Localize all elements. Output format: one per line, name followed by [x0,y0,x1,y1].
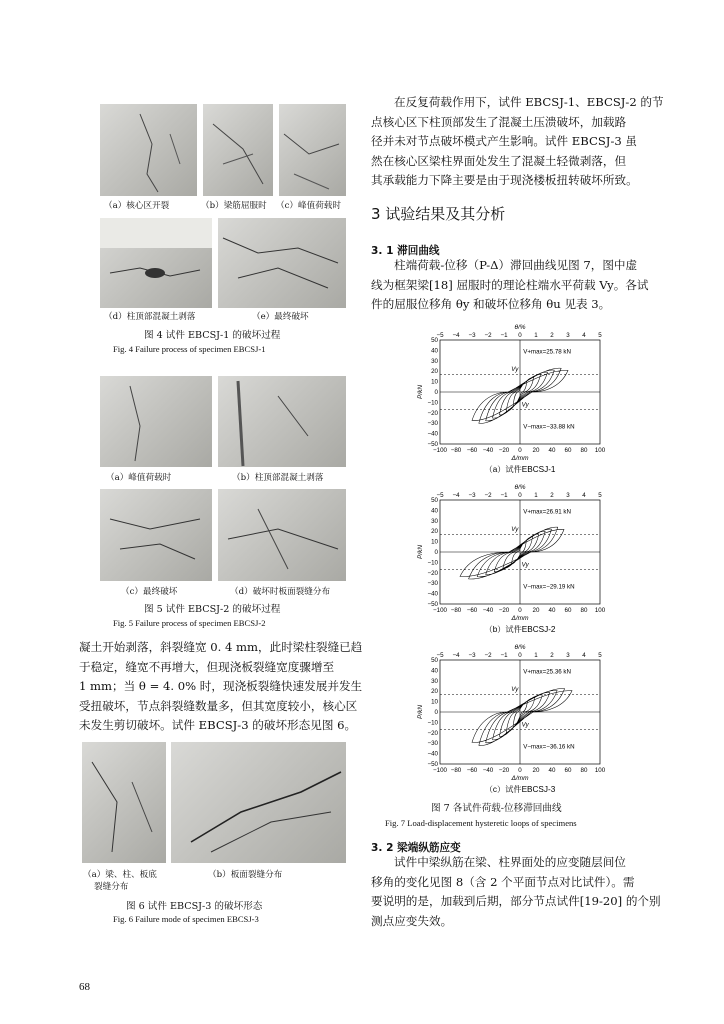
fig5-sub-a: （a）峰值荷载时 [106,473,172,483]
y-tick-label: 30 [431,677,438,685]
chart-svg [416,638,612,796]
x2-tick-label: −2 [484,652,492,659]
x-tick-label: 40 [548,447,556,454]
y-tick-label: 50 [431,497,438,504]
y-axis-label: P/kN [417,704,424,720]
x-tick-label: −100 [433,447,447,454]
y-tick-label: 10 [431,538,438,546]
x2-tick-label: −4 [452,492,460,499]
x-tick-label: −80 [450,447,462,454]
text-line: 试件中梁纵筋在梁、柱界面处的应变随层间位 [394,855,626,869]
vy-label-pos: Vy [511,526,519,534]
x-tick-label: −60 [466,447,478,454]
section-heading: 3 试验结果及其分析 [371,205,506,223]
text-line: 线为框架梁[18] 屈服时的理论柱端水平荷载 Vy。各试 [371,277,649,292]
y-tick-label: 0 [434,549,438,556]
y-tick-label: 40 [431,507,438,515]
fig4-sub-c: （c）峰值荷载时 [276,201,341,211]
x2-tick-label: 4 [582,332,586,339]
x2-tick-label: 1 [534,652,538,659]
text-line: 然在核心区梁柱界面处发生了混凝土轻微剥落，但 [371,153,627,168]
y-tick-label: −10 [427,719,438,727]
text-line: 于稳定，缝宽不再增大，但现浇板裂缝宽度骤增至 [79,659,335,674]
y-tick-label: −20 [427,569,438,577]
y-tick-label: 50 [431,657,438,664]
y-tick-label: −30 [427,740,438,748]
vy-label-neg: Vy [521,401,529,409]
y-tick-label: −10 [427,559,438,567]
fig5-photo-a [100,376,212,467]
text-line: 点核心区下柱顶部发生了混凝土压溃破坏，加载路 [371,114,627,129]
x2-tick-label: 0 [518,332,522,339]
crack-pattern-icon [279,104,346,196]
x-tick-label: 60 [564,767,572,774]
x2-tick-label: −5 [436,652,444,659]
x-tick-label: −100 [433,607,447,614]
x-tick-label: 60 [564,447,572,454]
y-tick-label: 30 [431,357,438,365]
x2-tick-label: 1 [534,492,538,499]
y-axis-label: P/kN [417,544,424,560]
fig5-photo-d [218,489,346,581]
x2-tick-label: −3 [468,332,476,339]
y-tick-label: 10 [431,698,438,706]
fig5-photo-b [218,376,346,467]
x2-tick-label: −4 [452,332,460,339]
neg-peak-annotation: V−max=−36.16 kN [523,743,575,751]
fig4-photo-d [100,218,212,308]
x-tick-label: −40 [482,767,494,774]
x-tick-label: 80 [580,767,588,774]
fig6-caption-en: Fig. 6 Failure mode of specimen EBCSJ-3 [113,914,259,924]
y-tick-label: 0 [434,389,438,396]
x2-tick-label: 3 [566,652,570,659]
x-tick-label: −20 [498,447,510,454]
x-tick-label: −20 [498,767,510,774]
y-tick-label: −50 [427,761,438,768]
y-tick-label: −30 [427,580,438,588]
text-line: 要说明的是，加载到后期，部分节点试件[19-20] 的个别 [371,894,661,909]
fig4-photo-e [218,218,346,308]
fig6-sub-a-2: 裂缝分布 [94,882,129,892]
x-tick-label: −20 [498,607,510,614]
x-tick-label: 100 [594,447,606,454]
fig4-sub-d: （d）柱顶部混凝土剥落 [104,312,196,322]
subsection-heading-3-1: 3. 1 滞回曲线 [371,245,440,257]
x2-tick-label: 5 [598,492,602,499]
fig6-sub-b: （b）板面裂缝分布 [208,870,283,880]
text-line: 径并未对节点破坏模式产生影响。试件 EBCSJ-3 虽 [371,134,638,149]
y-tick-label: −30 [427,420,438,428]
x-tick-label: 80 [580,447,588,454]
text-line: 未发生剪切破坏。试件 EBCSJ-3 的破坏形态见图 6。 [79,718,357,733]
fig4-sub-e: （e）最终破坏 [252,312,309,322]
x2-tick-label: 2 [550,492,554,499]
x2-tick-label: 3 [566,332,570,339]
x2-tick-label: 5 [598,332,602,339]
text-line: 移角的变化见图 8（含 2 个平面节点对比试件）。需 [371,874,635,889]
right-paragraph-1 [371,93,664,191]
crack-pattern-icon [218,376,346,467]
x-axis-label: Δ/mm [511,615,529,622]
y-tick-label: −20 [427,729,438,737]
page-number: 68 [79,981,90,993]
x-tick-label: 20 [532,767,540,774]
x-tick-label: 100 [594,607,606,614]
text-line: 测点应变失效。 [371,913,453,928]
x2-tick-label: 0 [518,652,522,659]
left-paragraph [79,638,363,736]
y-tick-label: 20 [431,368,438,376]
text-line: 柱端荷载-位移（P-Δ）滞回曲线见图 7，图中虚 [394,258,638,272]
y-tick-label: −40 [427,430,438,438]
x-tick-label: 20 [532,607,540,614]
x-tick-label: −80 [450,607,462,614]
vy-label-pos: Vy [511,366,519,374]
fig5-caption-cn: 图 5 试件 EBCSJ-2 的破坏过程 [144,604,281,615]
x-tick-label: −80 [450,767,462,774]
text-line: 件的屈服位移角 θy 和破坏位移角 θu 见表 3。 [371,297,611,312]
crack-pattern-icon [82,742,166,863]
fig5-caption-en: Fig. 5 Failure process of specimen EBCSJ-2 [113,618,266,628]
y-tick-label: 20 [431,688,438,696]
x2-tick-label: −1 [500,652,508,659]
hysteresis-curve [472,689,572,746]
chart-caption: （b）试件EBCSJ-2 [484,625,556,634]
x2-tick-label: 4 [582,652,586,659]
text-line: 受扭破坏，节点斜裂缝数量多，但其宽度较小，核心区 [79,698,358,713]
x-axis-label: Δ/mm [511,775,529,782]
text-line: 1 mm；当 θ = 4. 0% 时，现浇板裂缝快速发展并发生 [79,679,363,694]
vy-label-neg: Vy [521,721,529,729]
x-tick-label: 60 [564,607,572,614]
x-tick-label: 100 [594,767,606,774]
vy-label-neg: Vy [521,561,529,569]
fig6-caption-cn: 图 6 试件 EBCSJ-3 的破坏形态 [126,901,263,912]
x2-tick-label: 4 [582,492,586,499]
y-axis-label: P/kN [417,384,424,400]
x-tick-label: 0 [518,767,522,774]
fig5-photo-c [100,489,212,581]
fig4-caption-en: Fig. 4 Failure process of specimen EBCSJ-1 [113,344,266,354]
fig4-photo-a [100,104,197,196]
x-tick-label: −60 [466,607,478,614]
fig7-caption-cn: 图 7 各试件荷载-位移滞回曲线 [431,803,562,814]
pos-peak-annotation: V+max=26.91 kN [523,508,572,516]
hysteresis-chart-b [416,478,612,636]
fig4-photo-b [203,104,273,196]
x-tick-label: 40 [548,767,556,774]
x2-tick-label: 2 [550,332,554,339]
hysteresis-curve [460,527,564,579]
x2-tick-label: −3 [468,492,476,499]
hysteresis-chart-c [416,638,612,796]
pos-peak-annotation: V+max=25.78 kN [523,348,572,356]
x2-tick-label: −3 [468,652,476,659]
x-tick-label: 0 [518,607,522,614]
x2-axis-label: θ/% [514,324,526,331]
neg-peak-annotation: V−max=−29.19 kN [523,583,575,591]
x2-tick-label: 1 [534,332,538,339]
crack-pattern-icon [218,489,346,581]
x-tick-label: −40 [482,447,494,454]
crack-pattern-icon [100,218,212,308]
y-tick-label: −20 [427,409,438,417]
subsection-heading-3-2: 3. 2 梁端纵筋应变 [371,842,461,854]
vy-label-pos: Vy [511,686,519,694]
x2-tick-label: 0 [518,492,522,499]
crack-pattern-icon [100,104,197,196]
pos-peak-annotation: V+max=25.36 kN [523,668,572,676]
crack-pattern-icon [218,218,346,308]
y-tick-label: 10 [431,378,438,386]
text-line: 凝土开始剥落，斜裂缝宽 0. 4 mm，此时梁柱裂缝已趋 [79,640,363,654]
text-line: 在反复荷载作用下，试件 EBCSJ-1、EBCSJ-2 的节 [394,95,664,109]
y-tick-label: 30 [431,517,438,525]
y-tick-label: −10 [427,399,438,407]
fig6-sub-a-1: （a）梁、柱、板底 [83,870,157,880]
fig6-photo-b [171,742,346,863]
crack-pattern-icon [203,104,273,196]
x2-tick-label: −2 [484,492,492,499]
x2-tick-label: −1 [500,492,508,499]
x-tick-label: 20 [532,447,540,454]
chart-caption: （c）试件EBCSJ-3 [484,785,556,794]
fig7-caption-en: Fig. 7 Load-displacement hysteretic loops of specimens [385,818,577,828]
chart-svg [416,478,612,636]
fig4-sub-a: （a）核心区开裂 [104,201,170,211]
y-tick-label: 40 [431,347,438,355]
x-tick-label: 80 [580,607,588,614]
x2-tick-label: 3 [566,492,570,499]
right-paragraph-3 [371,853,661,931]
fig5-sub-d: （d）破坏时板面裂缝分布 [230,587,331,597]
x2-tick-label: −2 [484,332,492,339]
x2-tick-label: −5 [436,492,444,499]
x-axis-label: Δ/mm [511,455,529,462]
crack-pattern-icon [100,376,212,467]
fig4-photo-c [279,104,346,196]
x2-axis-label: θ/% [514,484,526,491]
fig4-sub-b: （b）梁筋屈服时 [201,201,267,211]
x2-tick-label: 2 [550,652,554,659]
x2-tick-label: −1 [500,332,508,339]
y-tick-label: −40 [427,590,438,598]
chart-svg [416,318,612,476]
text-line: 其承载能力下降主要是由于现浇楼板扭转破坏所致。 [371,173,638,188]
y-tick-label: 0 [434,709,438,716]
x2-tick-label: −4 [452,652,460,659]
hysteresis-chart-a [416,318,612,476]
x-tick-label: −60 [466,767,478,774]
fig5-sub-b: （b）柱顶部混凝土剥落 [232,473,324,483]
x2-tick-label: −5 [436,332,444,339]
crack-pattern-icon [100,489,212,581]
fig4-caption-cn: 图 4 试件 EBCSJ-1 的破坏过程 [144,330,281,341]
neg-peak-annotation: V−max=−33.88 kN [523,423,575,431]
fig5-sub-c: （c）最终破坏 [121,587,178,597]
x2-axis-label: θ/% [514,644,526,651]
chart-caption: （a）试件EBCSJ-1 [484,465,556,474]
y-tick-label: 20 [431,528,438,536]
y-tick-label: −50 [427,441,438,448]
x-tick-label: −40 [482,607,494,614]
x2-tick-label: 5 [598,652,602,659]
x-tick-label: −100 [433,767,447,774]
y-tick-label: −50 [427,601,438,608]
crack-pattern-icon [171,742,346,863]
fig6-photo-a [82,742,166,863]
y-tick-label: 50 [431,337,438,344]
right-paragraph-2 [371,256,649,315]
x-tick-label: 0 [518,447,522,454]
y-tick-label: 40 [431,667,438,675]
x-tick-label: 40 [548,607,556,614]
y-tick-label: −40 [427,750,438,758]
